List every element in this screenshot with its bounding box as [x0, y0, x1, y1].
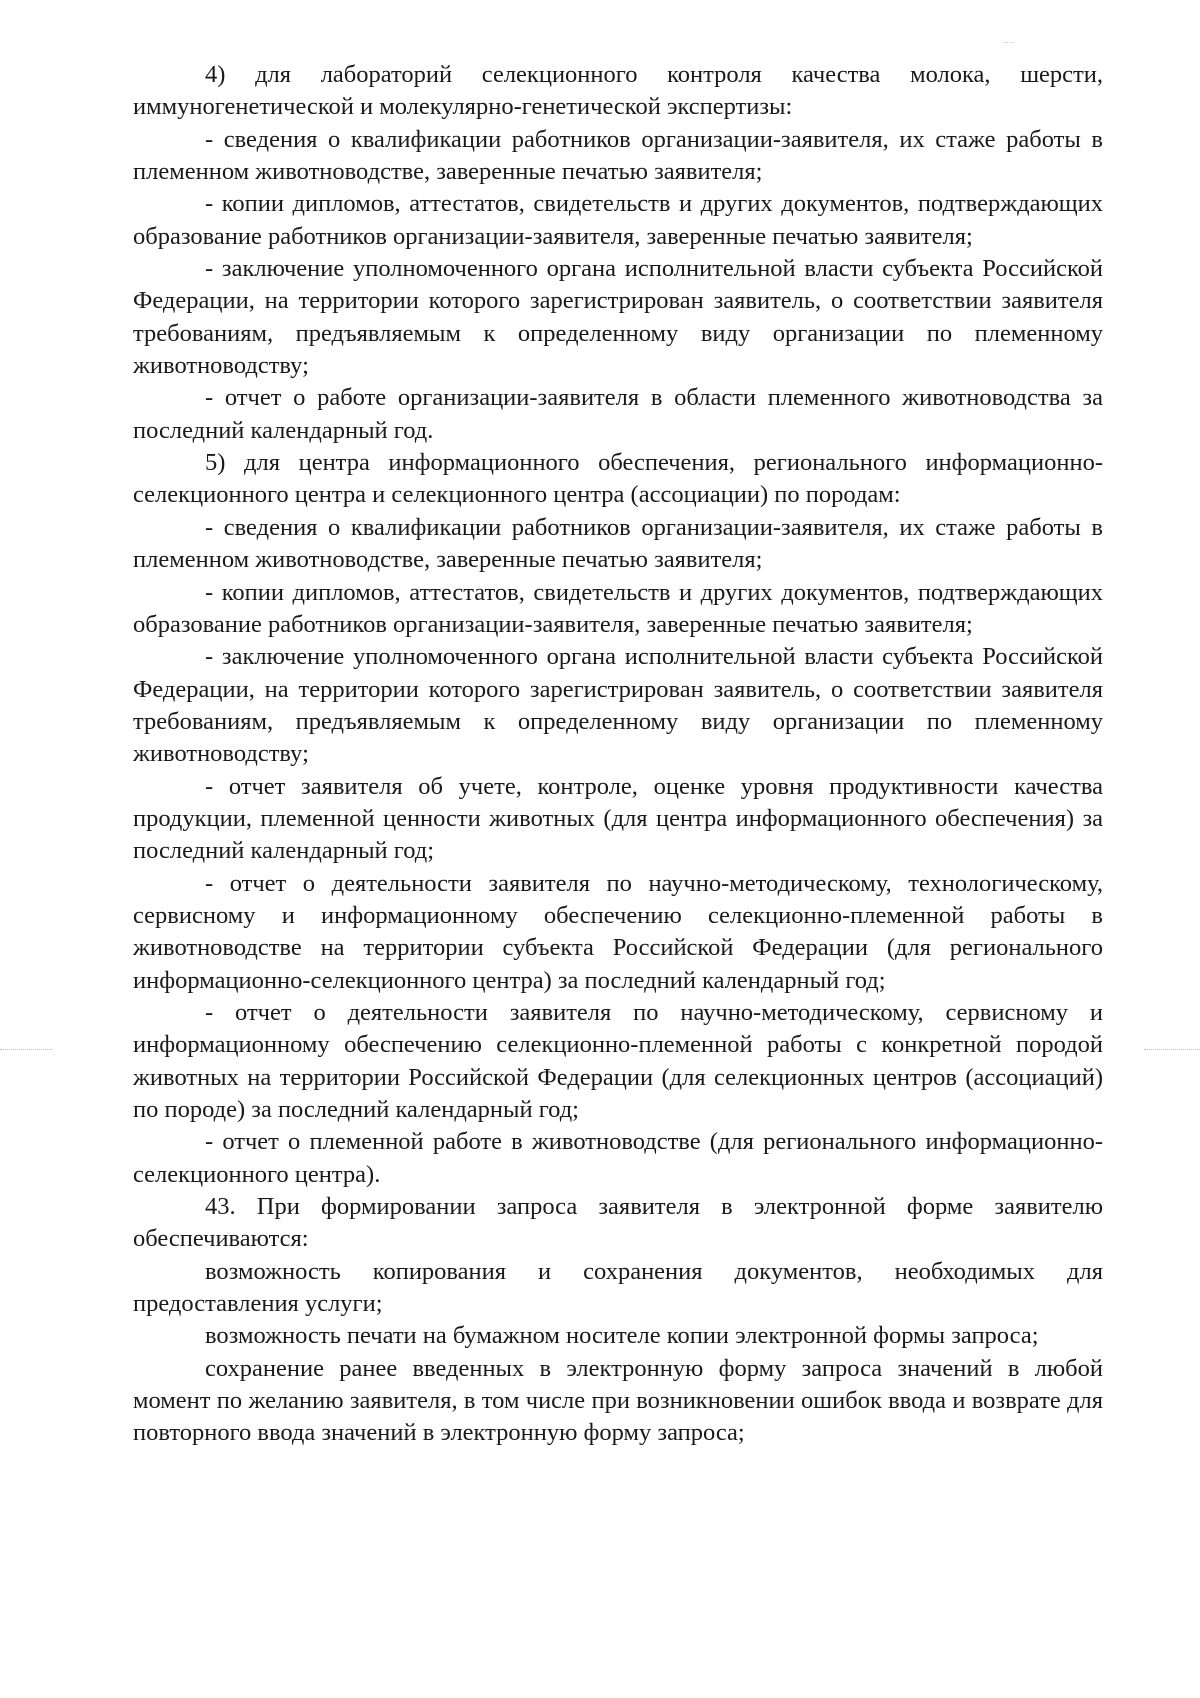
- paragraph-item-5-centers: 5) для центра информационного обеспечения, регионального информационно-селекционного центра и селекционного центра (ассоциации) по породам:: [133, 449, 1103, 509]
- paragraph-productivity-report: - отчет заявителя об учете, контроле, оценке уровня продуктивности качества продукции, племенной ценности животных (для центра информационного обеспечения) за последний календарный год;: [133, 772, 1103, 865]
- paragraph-item-4-labs: 4) для лабораторий селекционного контроля качества молока, шерсти, иммуногенетической и молекулярно-генетической экспертизы:: [133, 61, 1103, 121]
- scan-artifact: [1144, 1049, 1200, 1050]
- scan-artifact: [1004, 42, 1014, 43]
- paragraph-diploma-copies: - копии дипломов, аттестатов, свидетельств и других документов, подтверждающих образование работников организации-заявителя, заверенные печатью заявителя;: [133, 578, 1103, 638]
- scan-artifact: [0, 1049, 52, 1050]
- paragraph-breeding-work-report: - отчет о племенной работе в животноводстве (для регионального информационно-селекционного центра).: [133, 1128, 1103, 1188]
- paragraph-qualification-info: - сведения о квалификации работников организации-заявителя, их стаже работы в племенном животноводстве, заверенные печатью заявителя;: [133, 125, 1103, 186]
- paragraph-breed-activity-report: - отчет о деятельности заявителя по научно-методическому, сервисному и информационному обеспечению селекционно-племенной работы с конкретной породой животных на территории Российской Федерации (для селекционных центров (ассоциаций) по породе) за последний календарный год;: [133, 998, 1103, 1123]
- document-body: [133, 59, 1103, 1450]
- paragraph-authority-conclusion: - заключение уполномоченного органа исполнительной власти субъекта Российской Федерации, на территории которого зарегистрирован заявитель, о соответствии заявителя требованиям, предъявляемым к определенному виду организации по племенному животноводству;: [133, 643, 1103, 768]
- paragraph-save-values: сохранение ранее введенных в электронную форму запроса значений в любой момент по желанию заявителя, в том числе при возникновении ошибок ввода и возврате для повторного ввода значений в электронную форму запроса;: [133, 1354, 1103, 1447]
- paragraph-work-report: - отчет о работе организации-заявителя в области племенного животноводства за последний календарный год.: [133, 384, 1103, 444]
- paragraph-print-copy: возможность печати на бумажном носителе копии электронной формы запроса;: [205, 1322, 1039, 1350]
- paragraph-copy-save: возможность копирования и сохранения документов, необходимых для предоставления услуги;: [133, 1257, 1103, 1318]
- paragraph-diploma-copies: - копии дипломов, аттестатов, свидетельств и других документов, подтверждающих образование работников организации-заявителя, заверенные печатью заявителя;: [133, 190, 1103, 250]
- paragraph-regional-activity-report: - отчет о деятельности заявителя по научно-методическому, технологическому, сервисному и информационному обеспечению селекционно-племенной работы в животноводстве на территории субъекта Российской Федерации (для регионального информационно-селекционного центра) за последний календарный год;: [133, 869, 1103, 994]
- paragraph-authority-conclusion: - заключение уполномоченного органа исполнительной власти субъекта Российской Федерации, на территории которого зарегистрирован заявитель, о соответствии заявителя требованиям, предъявляемым к определенному виду организации по племенному животноводству;: [133, 255, 1103, 380]
- paragraph-section-43: 43. При формировании запроса заявителя в электронной форме заявителю обеспечиваются:: [133, 1193, 1103, 1253]
- paragraph-qualification-info: - сведения о квалификации работников организации-заявителя, их стаже работы в племенном животноводстве, заверенные печатью заявителя;: [133, 513, 1103, 574]
